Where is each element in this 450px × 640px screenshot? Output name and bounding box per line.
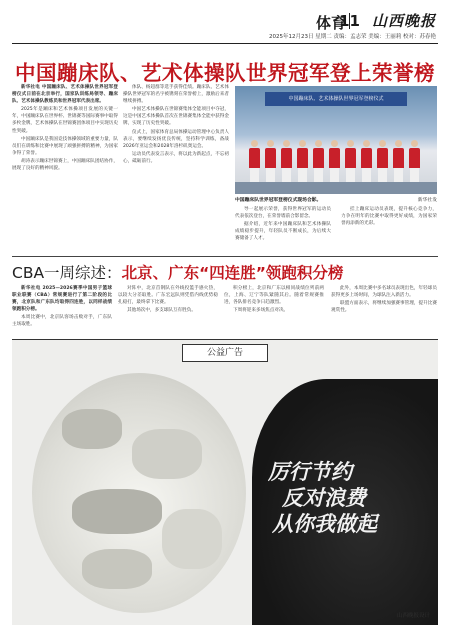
athlete-figure bbox=[393, 140, 404, 184]
ad-top-border bbox=[12, 339, 438, 340]
issue-meta: 2025年12月23日 星期二 责编：孟志荣 美编：王丽莉 校对：苏春艳 bbox=[269, 34, 436, 40]
paragraph: 下周将迎来多场焦点对决。 bbox=[233, 308, 289, 314]
article2-column-4 bbox=[331, 285, 437, 315]
athlete-figure bbox=[297, 140, 308, 184]
article2-column-3 bbox=[224, 285, 324, 315]
paragraph: 本周比赛中，北京队客场击败对手，广东队主场取胜。 bbox=[12, 315, 112, 328]
athlete-figure bbox=[409, 140, 420, 184]
food-item bbox=[62, 409, 122, 449]
ad-label: 公益广告 bbox=[182, 344, 268, 362]
paragraph: 此外，本周比赛中多名球员表现出色，年轻球员获得更多上场时间，为球队注入新活力。 bbox=[331, 286, 437, 299]
ad-slogan bbox=[268, 459, 428, 537]
paragraph: 新华社电 中国蹦床队、艺术体操队世界冠军登榜仪式日前在北京举行，国家队训练局领导、蹦床队、艺术体操队教练员和世界冠军代表出席。 bbox=[12, 85, 118, 105]
article1-column-3 bbox=[235, 206, 331, 243]
paragraph: 新华社电 2025—2026赛季中国男子篮球职业联赛（CBA）常规赛进行了第二阶段的比赛，北京队和广东队均取得四连胜，以同样战绩领跑积分榜。 bbox=[12, 286, 112, 313]
ad-sponsor: 山西晚报设计 bbox=[396, 613, 430, 619]
article1-headline: 中国蹦床队、艺术体操队世界冠军登上荣誉榜 bbox=[15, 61, 435, 85]
athlete-figure bbox=[361, 140, 372, 184]
section-name: 体育 bbox=[315, 14, 346, 32]
food-item bbox=[82, 549, 152, 589]
paragraph: 中国蹦床队是我国竞技体操领域的重要力量，队员们在训练和比赛中展现了顽强拼搏的精神，为国家争得了荣誉。 bbox=[12, 136, 118, 156]
paragraph: 对阵中，北京首钢队在外线投篮手感火热，以较大分差取胜。广东宏远队则凭借内线优势稳扎稳打，最终拿下比赛。 bbox=[118, 286, 218, 306]
paragraph: 联盟方面表示，将继续加强赛事管理，提升比赛观赏性。 bbox=[331, 301, 437, 314]
article1-column-2 bbox=[123, 84, 229, 166]
food-item bbox=[132, 429, 202, 479]
paragraph: 挂上蹦床运动员表现，提升核心竞争力，力争在明年的比赛中取得更好成绩，为国家荣誉再添新的光彩。 bbox=[341, 207, 437, 227]
photo-caption bbox=[235, 196, 437, 203]
paragraph: 运动员代表发言表示，将以此为新起点，不忘初心，砥砺前行。 bbox=[123, 151, 229, 164]
paragraph: 其他场次中，多支球队互有胜负。 bbox=[127, 308, 196, 314]
paragraph: 胡涛表示蹦床世锦赛上，中国蹦床队团结协作，展现了良好的精神风貌。 bbox=[12, 158, 118, 172]
photo-credit: 新华社发 bbox=[417, 198, 437, 203]
photo-banner: 中国蹦床队、艺术体操队世界冠军登榜仪式 bbox=[265, 92, 407, 106]
slogan-line: 厉行节约 bbox=[268, 459, 352, 484]
paragraph: 据介绍，近年来中国蹦床队和艺术体操队成绩稳步提升，年轻队员不断成长，为后续大赛储备了人才。 bbox=[235, 222, 331, 242]
newspaper-logo: 山西晚报 bbox=[371, 12, 436, 30]
article1-column-1 bbox=[12, 84, 118, 173]
photo-floor bbox=[235, 182, 437, 194]
athlete-figure bbox=[281, 140, 292, 184]
page-number: 11 bbox=[339, 12, 360, 30]
athlete-figure bbox=[265, 140, 276, 184]
article2-headline bbox=[12, 261, 438, 281]
caption-text: 中国蹦床队世界冠军登榜仪式现场合影。 bbox=[235, 198, 322, 203]
section-divider bbox=[12, 256, 438, 257]
paragraph: 2025年是蹦床和艺术体操项目发展的关键一年，中国蹦床队在世界杯、世锦赛等国际赛事中取得多枚金牌，艺术体操队在世锦赛团体项目中实现历史性突破。 bbox=[12, 107, 118, 134]
paragraph: 积分榜上，北京和广东以相同战绩位列前两位，上海、辽宁等队紧随其后。随着常规赛推进，各队排名竞争日趋激烈。 bbox=[224, 286, 324, 306]
paragraph: 导一起展示荣誉，获得世界冠军的运动员代表依次登台，在荣誉墙前合影留念。 bbox=[235, 207, 331, 220]
food-item bbox=[162, 509, 222, 569]
article1-column-4 bbox=[341, 206, 437, 228]
athlete-figure bbox=[377, 140, 388, 184]
athlete-figure bbox=[313, 140, 324, 184]
slogan-line: 从你我做起 bbox=[272, 511, 377, 536]
athlete-figure bbox=[329, 140, 340, 184]
paragraph: 中国艺术体操队在世锦赛集体全能项目中夺冠，这是中国艺术体操队首次在世锦赛集体全能中获得金牌，实现了历史性突破。 bbox=[123, 107, 229, 127]
headline-prefix: CBA一周综述： bbox=[12, 264, 122, 282]
athlete-figure bbox=[345, 140, 356, 184]
paragraph: 体队、杨超群等选手获得佳绩。蹦床队、艺术体操队世界冠军的名字被镌刻在荣誉榜上，激励后来者继续拼搏。 bbox=[123, 85, 229, 105]
slogan-line: 反对浪费 bbox=[282, 485, 366, 510]
food-item bbox=[72, 489, 162, 534]
masthead bbox=[12, 8, 438, 44]
public-service-ad bbox=[12, 339, 438, 625]
team-photo bbox=[235, 86, 437, 194]
athlete-figure bbox=[249, 140, 260, 184]
paragraph: 仪式上，国家体育总局体操运动管理中心负责人表示，要继续发扬优良传统，坚持科学训练，备战2026年亚运会和2028年洛杉矶奥运会。 bbox=[123, 129, 229, 149]
headline-main: 北京、广东“四连胜”领跑积分榜 bbox=[121, 264, 344, 282]
article2-column-1 bbox=[12, 285, 112, 330]
article2-column-2 bbox=[118, 285, 218, 315]
